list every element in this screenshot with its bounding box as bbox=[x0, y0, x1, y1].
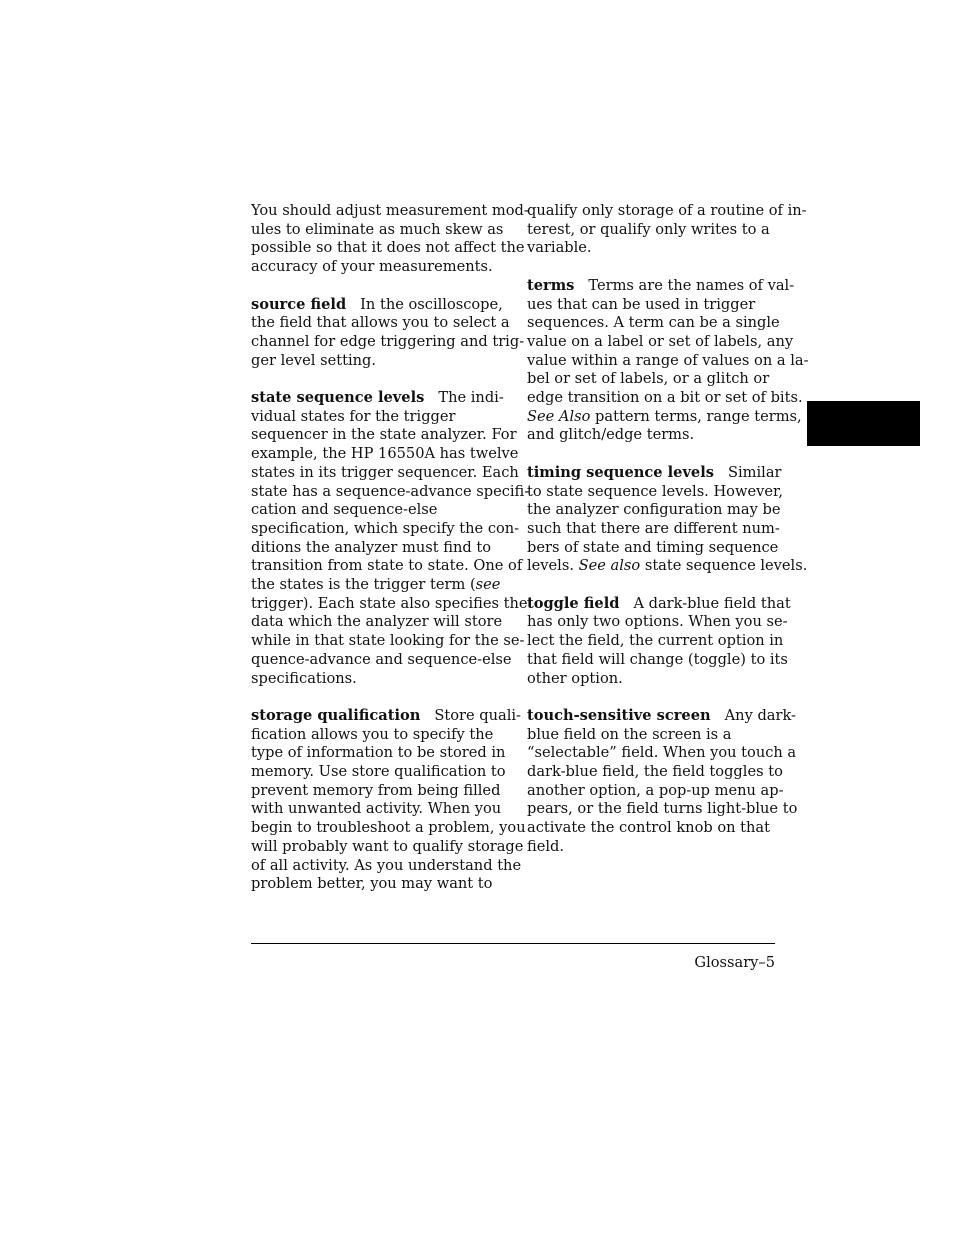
definition-text: A dark-blue field that bbox=[633, 594, 791, 612]
text-line: state has a sequence-advance specifi- bbox=[251, 482, 530, 500]
text-line: example, the HP 16550A has twelve bbox=[251, 445, 519, 463]
text-fragment: state sequence levels. bbox=[640, 557, 808, 575]
definition-text: In the oscilloscope, bbox=[360, 295, 503, 313]
definition-text: Any dark- bbox=[724, 706, 796, 724]
page-number: Glossary–5 bbox=[694, 954, 775, 971]
text-line: dark-blue field, the field toggles to bbox=[527, 763, 783, 781]
text-line: such that there are different num- bbox=[527, 519, 780, 537]
glossary-term: timing sequence levels bbox=[527, 463, 714, 481]
text-line: fication allows you to specify the bbox=[251, 725, 494, 743]
text-line: quence-advance and sequence-else bbox=[251, 650, 512, 668]
text-line: bel or set of labels, or a glitch or bbox=[527, 370, 770, 388]
glossary-term: state sequence levels bbox=[251, 389, 425, 406]
text-line: accuracy of your measurements. bbox=[251, 258, 493, 276]
text-line: while in that state looking for the se- bbox=[251, 632, 525, 650]
text-line: activate the control knob on that bbox=[527, 819, 770, 837]
glossary-entry-storage-qualification bbox=[251, 706, 526, 894]
text-line: the field that allows you to select a bbox=[251, 314, 510, 332]
glossary-entry-touch-sensitive-screen bbox=[527, 706, 798, 857]
text-line: specifications. bbox=[251, 669, 357, 687]
glossary-term: source field bbox=[251, 295, 347, 313]
text-line: ditions the analyzer must find to bbox=[251, 538, 492, 556]
text-line: has only two options. When you se- bbox=[527, 613, 788, 631]
text-line: field. bbox=[527, 837, 565, 855]
text-line: vidual states for the trigger bbox=[251, 407, 456, 425]
text-line: to state sequence levels. However, bbox=[527, 482, 783, 500]
glossary-term: touch-sensitive screen bbox=[527, 706, 711, 724]
text-line: another option, a pop-up menu ap- bbox=[527, 781, 784, 799]
text-line: “selectable” field. When you touch a bbox=[527, 744, 797, 762]
text-line: states in its trigger sequencer. Each bbox=[251, 463, 519, 481]
text-line: blue field on the screen is a bbox=[527, 725, 732, 743]
text-line: sequences. A term can be a single bbox=[527, 314, 780, 332]
text-line: memory. Use store qualification to bbox=[251, 763, 506, 781]
glossary-entry-terms bbox=[527, 276, 809, 445]
text-line: begin to troubleshoot a problem, you bbox=[251, 819, 526, 837]
definition-text: Similar bbox=[727, 463, 782, 481]
text-fragment: pattern terms, range terms, bbox=[590, 407, 802, 425]
definition-text: Terms are the names of val- bbox=[588, 276, 795, 294]
text-line: trigger). Each state also specifies the bbox=[251, 594, 528, 612]
text-line: will probably want to qualify storage bbox=[251, 837, 524, 855]
text-line: that field will change (toggle) to its bbox=[527, 650, 788, 668]
text-line: possible so that it does not affect the bbox=[251, 239, 525, 257]
definition-text: Store quali- bbox=[434, 706, 521, 724]
glossary-entry-toggle-field bbox=[527, 594, 791, 689]
footer-rule bbox=[251, 943, 775, 944]
text-line: lect the field, the current option in bbox=[527, 632, 784, 650]
glossary-entry-state-sequence-levels bbox=[251, 389, 530, 688]
text-fragment: the states is the trigger term ( bbox=[251, 576, 476, 594]
text-line: value on a label or set of labels, any bbox=[527, 332, 794, 350]
glossary-entry-source-field bbox=[251, 295, 525, 371]
text-fragment: levels. bbox=[527, 557, 579, 575]
text-line: of all activity. As you understand the bbox=[251, 856, 522, 874]
glossary-term: terms bbox=[527, 276, 575, 294]
text-line: channel for edge triggering and trig- bbox=[251, 332, 525, 350]
text-line: ues that can be used in trigger bbox=[527, 295, 756, 313]
glossary-term: storage qualification bbox=[251, 706, 421, 724]
text-line: cation and sequence-else bbox=[251, 501, 438, 519]
text-line: specification, which specify the con- bbox=[251, 519, 520, 537]
text-line: sequencer in the state analyzer. For bbox=[251, 426, 517, 444]
text-line: bers of state and timing sequence bbox=[527, 538, 779, 556]
text-line: ger level setting. bbox=[251, 351, 376, 369]
text-line: type of information to be stored in bbox=[251, 744, 506, 762]
text-line: with unwanted activity. When you bbox=[251, 800, 502, 818]
glossary-term: toggle field bbox=[527, 594, 620, 612]
continued-paragraph bbox=[527, 202, 807, 258]
text-line: You should adjust measurement mod- bbox=[251, 202, 529, 219]
text-line: qualify only storage of a routine of in- bbox=[527, 202, 807, 219]
italic-see: see bbox=[475, 576, 501, 594]
left-column bbox=[251, 202, 530, 913]
text-line: problem better, you may want to bbox=[251, 875, 493, 893]
intro-paragraph bbox=[251, 202, 529, 277]
text-line: terest, or qualify only writes to a bbox=[527, 220, 770, 238]
definition-text: The indi- bbox=[438, 389, 504, 406]
text-line: prevent memory from being filled bbox=[251, 781, 501, 799]
text-line: and glitch/edge terms. bbox=[527, 426, 695, 444]
italic-see-also: See Also bbox=[527, 407, 591, 425]
text-line: transition from state to state. One of bbox=[251, 557, 523, 575]
text-line: data which the analyzer will store bbox=[251, 613, 503, 631]
glossary-entry-timing-sequence-levels bbox=[527, 463, 808, 576]
text-line: ules to eliminate as much skew as bbox=[251, 220, 504, 238]
chapter-tab-marker bbox=[807, 401, 920, 446]
italic-see-also: See also bbox=[578, 557, 641, 575]
right-column bbox=[527, 202, 809, 875]
text-line: pears, or the field turns light-blue to bbox=[527, 800, 798, 818]
text-line: edge transition on a bit or set of bits. bbox=[527, 389, 803, 407]
text-line: the analyzer configuration may be bbox=[527, 501, 781, 519]
text-line: variable. bbox=[527, 239, 592, 257]
text-line: value within a range of values on a la- bbox=[527, 351, 809, 369]
text-line: other option. bbox=[527, 669, 623, 687]
